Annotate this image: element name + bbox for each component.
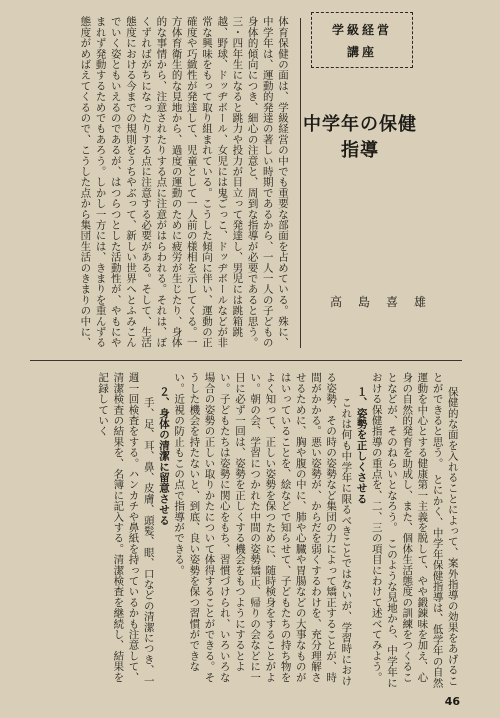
series-label: 学級経営	[331, 23, 392, 37]
series-sublabel: 講座	[346, 45, 377, 59]
upper-body-text: 体育保健の面は、学級経営の中でも重要な部面を占めている。殊に、中学年は、運動的発達の著しい時期であるから、一人一人の子どもの身体的傾向につき、細心の注意と、周到な指導が必要であると思う。三・四年生になると跳力や投力が目立って発達し、男児には跳箱跳越、野球、ドッヂボール、女児には鬼ごっこ、ドッヂボールなどが非常な興味をもって取り組まれている。こうした傾向に伴い、運動の正確度や巧緻性が発達して、児童として一人前の様相を示してくる。一方体育衛生的な見地から、過度の運動のために疲労が生じたり、身体的な事情から、注意されたりする点に注意がはらわれる。それは、ぼくずればがちになったりする点に注意する必要がある。そして、生活態度における今までの規則をうちやぶって、新しい世界へとふみこんでいく姿ともいえるのであるが、はつらつとした活動性が、やもにやまれず発動するためでもあろう。しかし一方には、きまりを重んずる態度がめばえてくるので、こうした点から集団生活のきまりの中に、	[79, 16, 289, 348]
section-1-heading: １、姿勢を正しくさせる	[355, 386, 368, 504]
series-label-box	[311, 12, 413, 68]
section-2-heading: ２、身体の清潔に留意させる	[157, 386, 170, 526]
author-name: 高島喜雄	[330, 295, 443, 309]
lower-body-text	[20, 372, 475, 692]
section-1-text: これは何も中学年に限るべきことではないが、学習時における姿勢、その時の姿勢など集団の力によって矯正することが、時間がかかる。悪い姿勢が、からだを弱くするわけを、充分理解させるために、胸や腹の中に、肺や心臓や胃腸などの大事なものがはいっていることを、絵などで知らせて、子どもたちの持ち物をよく知って、正しい姿勢を保つために、随時検身をすることがよい。朝の会、学習につかれた中間の姿勢矯正、帰りの会などに一日に必ず一回は、姿勢を正しくする機会をもつようにするとよい。子どもたちは姿勢に関心をもち、習慣づけられ、いろいろな場合の姿勢の正しい取りかたについて体得することができる。そうした機会を持たないと、到底、良い姿勢を保つ習慣ができない。近視の防止もこの点で指導ができる。	[173, 372, 353, 686]
page-number: 46	[444, 695, 460, 708]
section-divider	[30, 360, 462, 361]
article-title: 中学年の保健指導	[303, 114, 417, 161]
intro-paragraph: 保健的な面を入れることによって、案外指導の効果をあげることができると思う。 とにかく、中学年保健指導は、低学年の自然運動を中心とする健康第一主義を脱して、やや鍛錬味を加え、心身の自然的発育を助成し、また、個体生活態度の訓練をつくることなどが、そのねらいとなろう。 このような見地から、中学年における保健指導の重点を、二、三の項目にわけて述べてみよう。	[370, 372, 459, 688]
section-2-text: 手、足、耳、鼻、皮膚、頭髪、眼、口などの清潔につき、一週一回検査をする。ハンカチや鼻紙を持っているかも注意して、清潔検査の結果を、名簿に記入する。清潔検査を継続し、結果を記録していく	[97, 372, 155, 686]
column-divider	[300, 18, 301, 348]
